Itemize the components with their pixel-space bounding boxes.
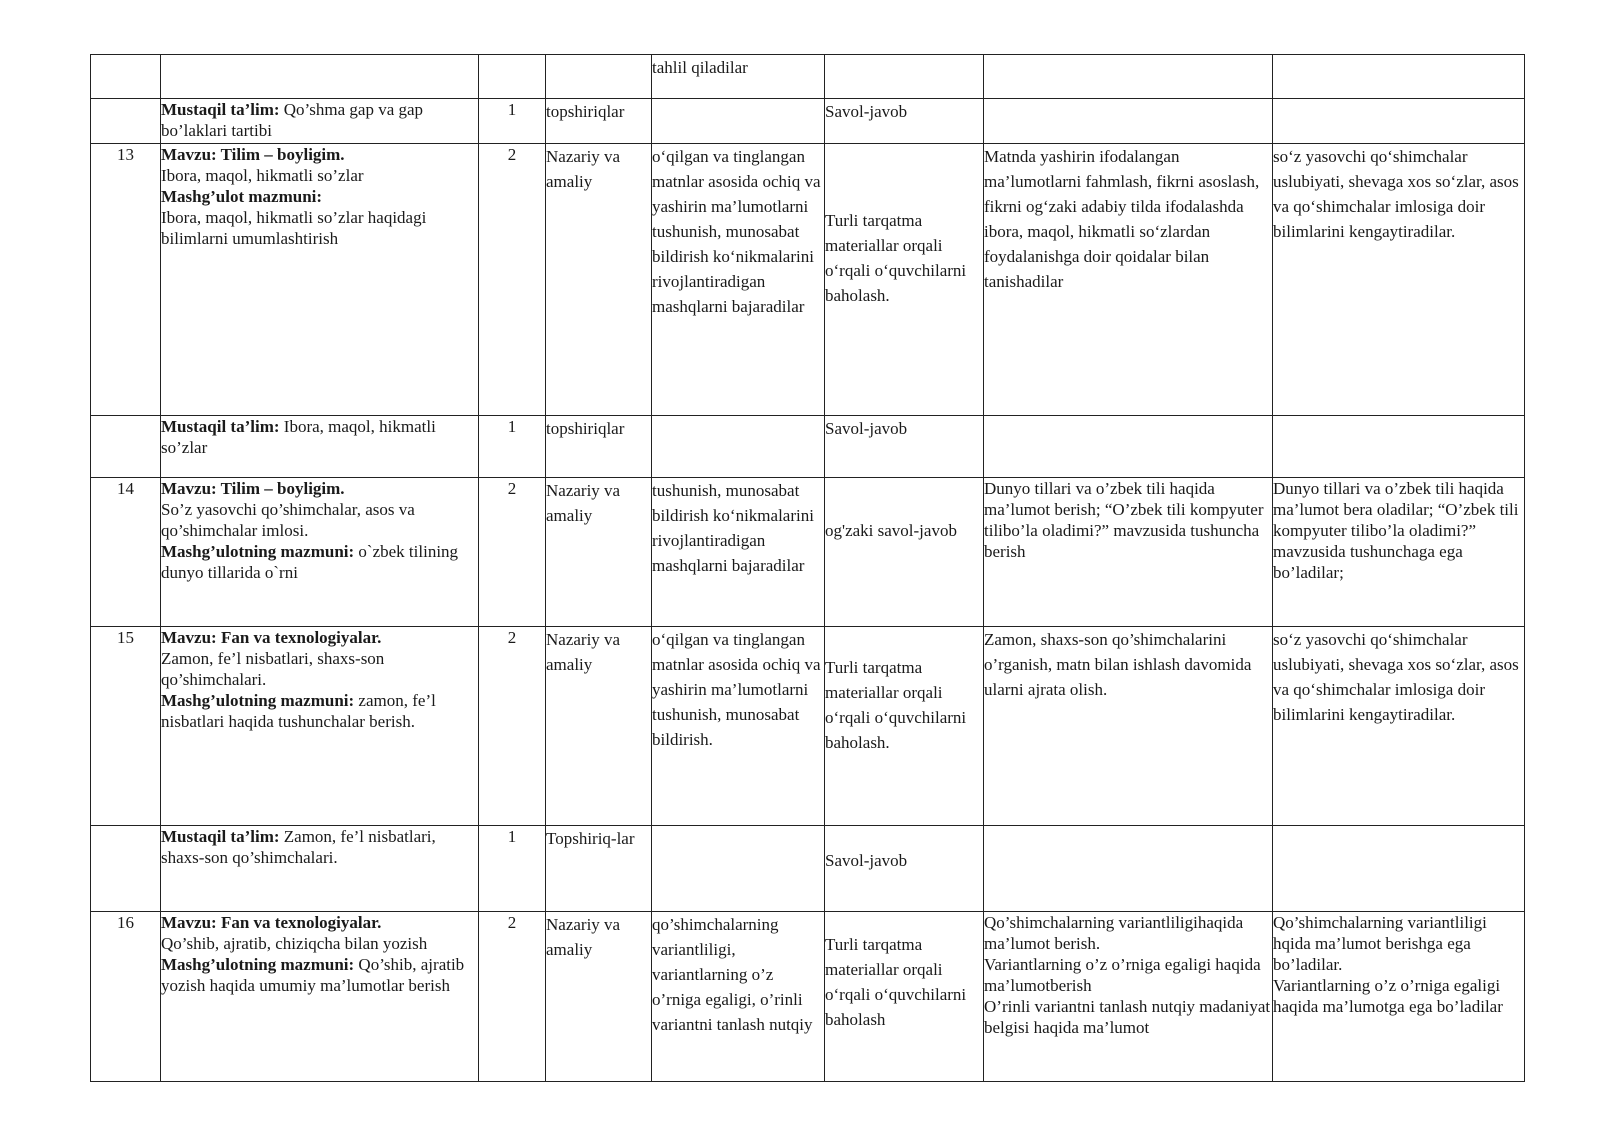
- row-number-cell: [91, 99, 161, 144]
- topic-line: [161, 144, 478, 165]
- topic-text: o`zbek tilining dunyo tillarida o`rni: [161, 542, 459, 582]
- result-cell: [1273, 55, 1525, 99]
- student-activity-cell: [652, 99, 825, 144]
- topic-line: [161, 499, 478, 541]
- topic-line: [161, 165, 478, 186]
- student-activity-cell: [652, 826, 825, 912]
- topic-text: Ibora, maqol, hikmatli so’zlar: [161, 417, 436, 457]
- topic-line: [161, 627, 478, 648]
- assessment-cell: Turli tarqatma materiallar orqali o‘rqali o‘quvchilarni baholash.: [825, 627, 984, 826]
- topic-text: Qo’shib, ajratib, chiziqcha bilan yozish: [161, 934, 428, 953]
- result-cell: Qo’shimchalarning variantliligi hqida ma’lumot berishga ega bo’ladilar. Variantlarning o’z o’rniga egaligi haqida ma’lumotga ega bo’ladilar: [1273, 912, 1525, 1082]
- result-cell: Dunyo tillari va o’zbek tili haqida ma’lumot bera oladilar; “O’zbek tili kompyuter tilibo’la oladimi?” mavzusida tushunchaga ega bo’ladilar;: [1273, 478, 1525, 627]
- goal-cell: Dunyo tillari va o’zbek tili haqida ma’lumot berish; “O’zbek tili kompyuter tilibo’la oladimi?” mavzusida tushuncha berish: [984, 478, 1273, 627]
- student-activity-cell: tahlil qiladilar: [652, 55, 825, 99]
- topic-cell: [161, 826, 479, 912]
- topic-bold-label: Mustaqil ta’lim:: [161, 417, 280, 436]
- student-activity-cell: o‘qilgan va tinglangan matnlar asosida ochiq va yashirin ma’lumotlarni tushunish, munosabat bildirish.: [652, 627, 825, 826]
- topic-text: So’z yasovchi qo’shimchalar, asos va qo’shimchalar imlosi.: [161, 500, 415, 540]
- table-row: [91, 478, 1525, 627]
- topic-text: Zamon, fe’l nisbatlari, shaxs-son qo’shimchalari.: [161, 649, 385, 689]
- table-row: [91, 826, 1525, 912]
- hours-cell: 1: [479, 99, 546, 144]
- lesson-form-cell: Nazariy va amaliy: [546, 912, 652, 1082]
- topic-bold-label: Mavzu: Tilim – boyligim.: [161, 145, 345, 164]
- topic-bold-label: Mavzu: Tilim – boyligim.: [161, 479, 345, 498]
- table-row: [91, 144, 1525, 416]
- topic-line: [161, 826, 478, 868]
- goal-cell: Qo’shimchalarning variantliligihaqida ma’lumot berish. Variantlarning o’z o’rniga egaligi haqida ma’lumotberish O’rinli variantni tanlash nutqiy madaniyat belgisi haqida ma’lumot: [984, 912, 1273, 1082]
- lesson-form-cell: Nazariy va amaliy: [546, 627, 652, 826]
- lesson-plan-table: [90, 54, 1525, 1082]
- topic-cell: [161, 144, 479, 416]
- result-cell: [1273, 99, 1525, 144]
- topic-bold-label: Mavzu: Fan va texnologiyalar.: [161, 628, 382, 647]
- row-number-cell: 14: [91, 478, 161, 627]
- hours-cell: 2: [479, 478, 546, 627]
- topic-line: [161, 690, 478, 732]
- table-body: [91, 55, 1525, 1082]
- hours-cell: 2: [479, 627, 546, 826]
- lesson-form-cell: Nazariy va amaliy: [546, 478, 652, 627]
- topic-bold-label: Mustaqil ta’lim:: [161, 827, 280, 846]
- result-cell: [1273, 826, 1525, 912]
- topic-line: [161, 478, 478, 499]
- assessment-cell: Savol-javob: [825, 826, 984, 912]
- hours-cell: 2: [479, 144, 546, 416]
- row-number-cell: 15: [91, 627, 161, 826]
- topic-line: [161, 648, 478, 690]
- topic-line: [161, 541, 478, 583]
- lesson-form-cell: Nazariy va amaliy: [546, 144, 652, 416]
- topic-text: Qo’shma gap va gap bo’laklari tartibi: [161, 100, 424, 140]
- hours-cell: 1: [479, 416, 546, 478]
- topic-text: Zamon, fe’l nisbatlari, shaxs-son qo’shimchalari.: [161, 827, 436, 867]
- topic-line: [161, 186, 478, 207]
- assessment-cell: [825, 55, 984, 99]
- topic-cell: [161, 99, 479, 144]
- lesson-form-cell: topshiriqlar: [546, 99, 652, 144]
- topic-cell: [161, 416, 479, 478]
- hours-cell: 2: [479, 912, 546, 1082]
- assessment-cell: Turli tarqatma materiallar orqali o‘rqali o‘quvchilarni baholash.: [825, 144, 984, 416]
- topic-line: [161, 207, 478, 249]
- goal-cell: Zamon, shaxs-son qo’shimchalarini o’rganish, matn bilan ishlash davomida ularni ajrata olish.: [984, 627, 1273, 826]
- topic-text: Ibora, maqol, hikmatli so’zlar: [161, 166, 364, 185]
- topic-cell: [161, 627, 479, 826]
- topic-bold-label: Mavzu: Fan va texnologiyalar.: [161, 913, 382, 932]
- result-cell: so‘z yasovchi qo‘shimchalar uslubiyati, shevaga xos so‘zlar, asos va qo‘shimchalar imlosiga doir bilimlarini kengaytiradilar.: [1273, 627, 1525, 826]
- student-activity-cell: [652, 416, 825, 478]
- topic-text: Ibora, maqol, hikmatli so’zlar haqidagi bilimlarni umumlashtirish: [161, 208, 427, 248]
- topic-text: zamon, fe’l nisbatlari haqida tushunchalar berish.: [161, 691, 436, 731]
- row-number-cell: [91, 416, 161, 478]
- assessment-cell: og'zaki savol-javob: [825, 478, 984, 627]
- assessment-cell: Savol-javob: [825, 99, 984, 144]
- topic-bold-label: Mashg’ulotning mazmuni:: [161, 691, 355, 710]
- topic-text: Qo’shib, ajratib yozish haqida umumiy ma’lumotlar berish: [161, 955, 465, 995]
- topic-bold-label: Mashg’ulotning mazmuni:: [161, 955, 355, 974]
- topic-bold-label: Mashg’ulot mazmuni:: [161, 187, 323, 206]
- lesson-form-cell: Topshiriq-lar: [546, 826, 652, 912]
- topic-line: [161, 933, 478, 954]
- topic-line: [161, 416, 478, 458]
- row-number-cell: [91, 55, 161, 99]
- assessment-cell: Savol-javob: [825, 416, 984, 478]
- goal-cell: Matnda yashirin ifodalangan ma’lumotlarni fahmlash, fikrni asoslash, fikrni og‘zaki adabiy tilda ifodalashda ibora, maqol, hikmatli so‘zlardan foydalanishga doir qoidalar bilan tanishadilar: [984, 144, 1273, 416]
- table-row: [91, 627, 1525, 826]
- hours-cell: [479, 55, 546, 99]
- result-cell: [1273, 416, 1525, 478]
- table-row: [91, 416, 1525, 478]
- row-number-cell: 16: [91, 912, 161, 1082]
- goal-cell: [984, 55, 1273, 99]
- topic-line: [161, 912, 478, 933]
- lesson-form-cell: topshiriqlar: [546, 416, 652, 478]
- assessment-cell: Turli tarqatma materiallar orqali o‘rqali o‘quvchilarni baholash: [825, 912, 984, 1082]
- topic-bold-label: Mustaqil ta’lim:: [161, 100, 280, 119]
- goal-cell: [984, 416, 1273, 478]
- table-row: [91, 55, 1525, 99]
- table-row: [91, 99, 1525, 144]
- goal-cell: [984, 826, 1273, 912]
- row-number-cell: 13: [91, 144, 161, 416]
- result-cell: so‘z yasovchi qo‘shimchalar uslubiyati, shevaga xos so‘zlar, asos va qo‘shimchalar imlosiga doir bilimlarini kengaytiradilar.: [1273, 144, 1525, 416]
- student-activity-cell: qo’shimchalarning variantliligi, variantlarning o’z o’rniga egaligi, o’rinli variantni tanlash nutqiy: [652, 912, 825, 1082]
- topic-cell: [161, 478, 479, 627]
- topic-bold-label: Mashg’ulotning mazmuni:: [161, 542, 355, 561]
- topic-cell: [161, 912, 479, 1082]
- topic-cell: [161, 55, 479, 99]
- table-row: [91, 912, 1525, 1082]
- student-activity-cell: o‘qilgan va tinglangan matnlar asosida ochiq va yashirin ma’lumotlarni tushunish, munosabat bildirish ko‘nikmalarini rivojlantiradigan mashqlarni bajaradilar: [652, 144, 825, 416]
- topic-line: [161, 99, 478, 141]
- topic-line: [161, 954, 478, 996]
- goal-cell: [984, 99, 1273, 144]
- student-activity-cell: tushunish, munosabat bildirish ko‘nikmalarini rivojlantiradigan mashqlarni bajaradilar: [652, 478, 825, 627]
- lesson-form-cell: [546, 55, 652, 99]
- hours-cell: 1: [479, 826, 546, 912]
- row-number-cell: [91, 826, 161, 912]
